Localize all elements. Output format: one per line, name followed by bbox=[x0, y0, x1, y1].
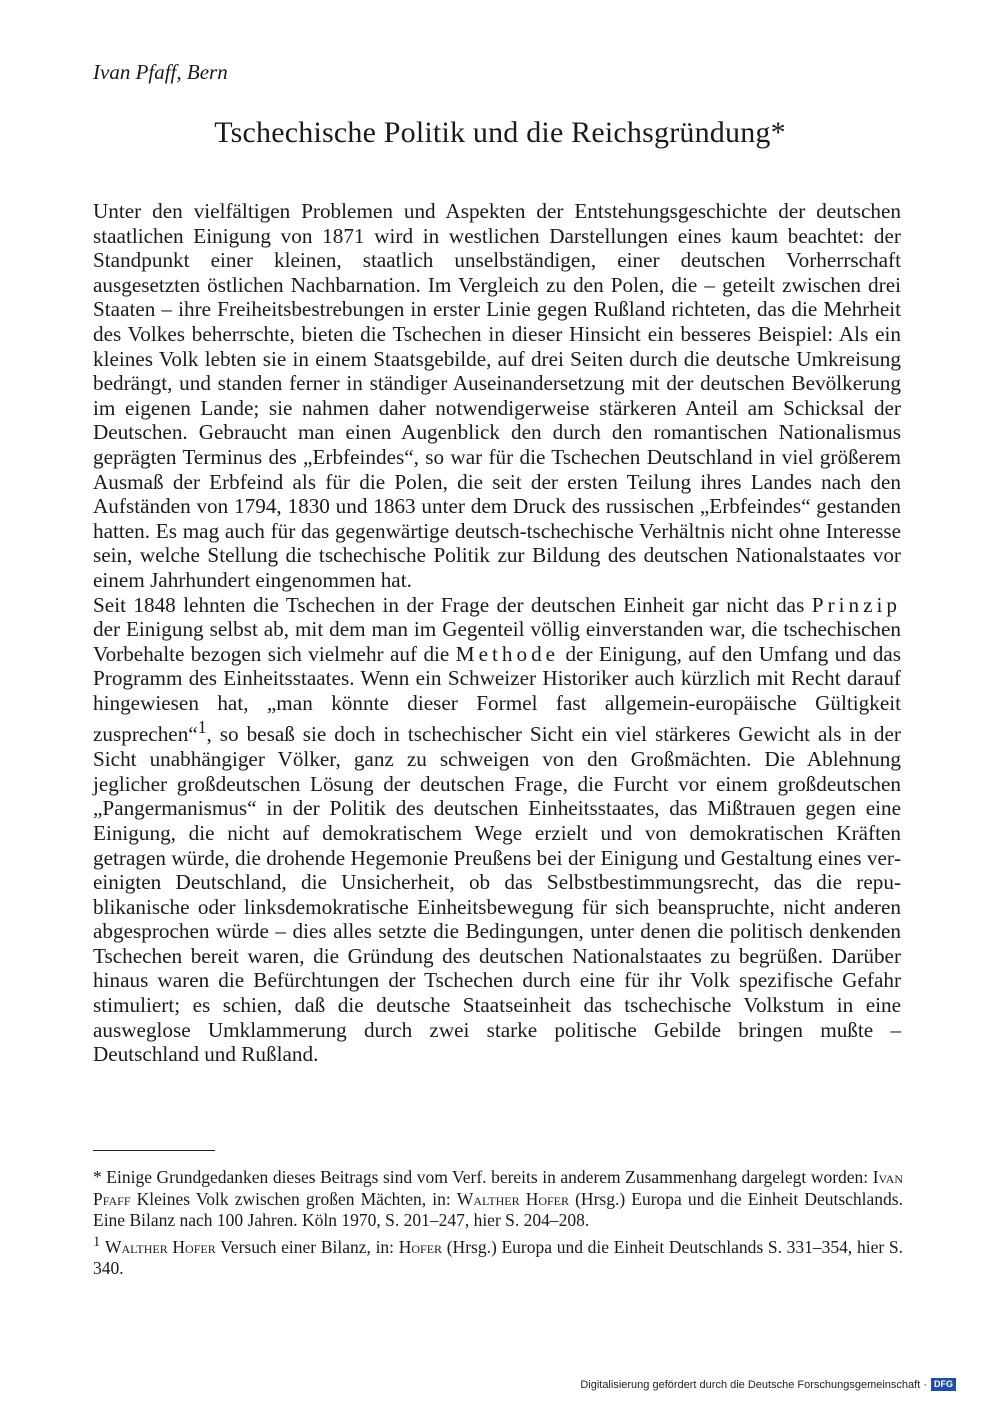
article-body bbox=[93, 199, 901, 1067]
footnotes bbox=[93, 1167, 903, 1279]
footnote-1-author: Walther Hofer bbox=[104, 1236, 216, 1257]
spaced-word-prinzip: Prinzip bbox=[811, 592, 901, 617]
digitization-credit bbox=[580, 1378, 956, 1391]
paragraph-2-text-d: , so besaß sie doch in tschechischer Sicht ein viel stärkeres Gewicht als in der Sicht unabhängiger Völker, ganz zu schweigen von den Großmächten. Die Ablehnung jeglicher großdeutschen Lösung der deutschen Frage, die Furcht vor einem großdeutschen „Pangermanismus“ in der Politik des deutschen Einheitsstaates, das Mißtrauen gegen eine Einigung, die nicht auf demokratischem Wege erzielt und von demokratischen Kräften getragen würde, die drohende Hegemonie Preußens bei der Einigung und Gestaltung eines vereinigten Deutschland, die Unsicherheit, ob das Selbstbestimmungsrecht, das die republikanische oder linksdemokratische Einheitsbewegung für sich beanspruchte, nicht anderen abgesprochen würde – dies alles setzte die Bedingungen, unter denen die politisch denkenden Tschechen bereit waren, die Gründung des deutschen Nationalstaates zu begrüßen. Darüber hinaus waren die Befürchtungen der Tschechen durch eine für ihr Volk spezifische Gefahr stimuliert; es schien, daß die deutsche Staatseinheit das tschechische Volkstum in eine ausweglose Umklammerung durch zwei starke politische Gebilde bringen mußte – Deutschland und Rußland. bbox=[93, 722, 901, 1067]
footnote-star-editor: Walther Hofer bbox=[456, 1188, 570, 1209]
footnote-star-text-b: Kleines Volk zwischen großen Mächten, in: bbox=[136, 1188, 451, 1209]
footnote-ref-1[interactable]: 1 bbox=[197, 717, 207, 738]
spaced-word-methode: Methode bbox=[455, 641, 560, 666]
dfg-logo: DFG bbox=[931, 1378, 956, 1391]
paragraph-2-text-c: der Einigung, auf den Umfang und das Programm des Einheitsstaates. Wenn ein Schweizer Historiker auch kürzlich mit Recht darauf hingewiesen hat, „man könnte dieser Formel fast allgemein-europäische Gültigkeit zusprechen“ bbox=[93, 641, 902, 747]
footnote-1 bbox=[93, 1232, 903, 1280]
paragraph-2-text-b: der Einigung selbst ab, mit dem man im Gegenteil völlig einverstanden war, die tschechischen Vorbehalte bezogen sich vielmehr auf die bbox=[93, 617, 901, 666]
paragraph-1: Unter den vielfältigen Problemen und Aspekten der Entstehungsgeschichte der deutschen staatlichen Einigung von 1871 wird in westlichen Darstellungen eines kaum beachtet: der Standpunkt einer kleinen, staatlich unselbständigen, einer deutschen Vorherrschaft ausgesetzten östlichen Nachbarnation. Im Vergleich zu den Polen, die – geteilt zwischen drei Staaten – ihre Freiheitsbestrebungen in erster Linie gegen Rußland richteten, das die Mehrheit des Volkes beherrschte, bieten die Tschechen in dieser Hinsicht ein besseres Beispiel: Als ein kleines Volk lebten sie in einem Staatsgebilde, auf drei Seiten durch die deutsche Umkreisung bedrängt, und standen ferner in ständiger Auseinandersetzung mit der deutschen Bevölkerung im eigenen Lande; sie nahmen daher notwendigerweise stärkeren Anteil am Schicksal der Deutschen. Gebraucht man einen Augenblick den durch den romantischen Nationalismus geprägten Terminus des „Erbfeindes“, so war für die Tschechen Deutschland in viel größerem Ausmaß der Erbfeind als für die Polen, die seit der ersten Teilung ihres Landes nach den Aufständen von 1794, 1830 und 1863 unter dem Druck des russischen „Erbfeindes“ gestanden hatten. Es mag auch für das gegenwärtige deutsch-tschechische Verhältnis nicht ohne Interesse sein, welche Stellung die tschechische Politik zur Bildung des deutschen Nationalstaates vor einem Jahrhundert eingenommen hat. bbox=[93, 199, 901, 592]
footnote-1-text-b: (Hrsg.) Europa und die Einheit Deutschlands S. 331–354, hier S. 340. bbox=[93, 1236, 903, 1278]
paragraph-2-text-a: Seit 1848 lehnten die Tschechen in der Frage der deutschen Einheit gar nicht das bbox=[93, 592, 805, 617]
footnote-divider bbox=[93, 1150, 215, 1151]
author-line: Ivan Pfaff, Bern bbox=[93, 60, 228, 84]
footnote-1-editor: Hofer bbox=[398, 1236, 443, 1257]
footnote-star bbox=[93, 1167, 903, 1232]
footnote-star-author: Ivan Pfaff bbox=[93, 1167, 904, 1209]
article-title: Tschechische Politik und die Reichsgründung* bbox=[214, 116, 786, 149]
footnote-star-text-c: (Hrsg.) Europa und die Einheit Deutschlands. Eine Bilanz nach 100 Jahren. Köln 1970, S. 201–247, hier S. 204–208. bbox=[93, 1188, 903, 1230]
paragraph-2 bbox=[93, 593, 901, 1067]
footnote-1-text-a: Versuch einer Bilanz, in: bbox=[220, 1236, 395, 1257]
footnote-star-mark: * bbox=[93, 1167, 102, 1187]
credit-text: Digitalisierung gefördert durch die Deutsche Forschungsgemeinschaft · bbox=[580, 1378, 927, 1391]
footnote-1-mark: 1 bbox=[93, 1233, 101, 1250]
footnote-star-text-a: Einige Grundgedanken dieses Beitrags sind vom Verf. bereits in anderem Zusammenhang dargelegt worden: bbox=[106, 1167, 869, 1187]
